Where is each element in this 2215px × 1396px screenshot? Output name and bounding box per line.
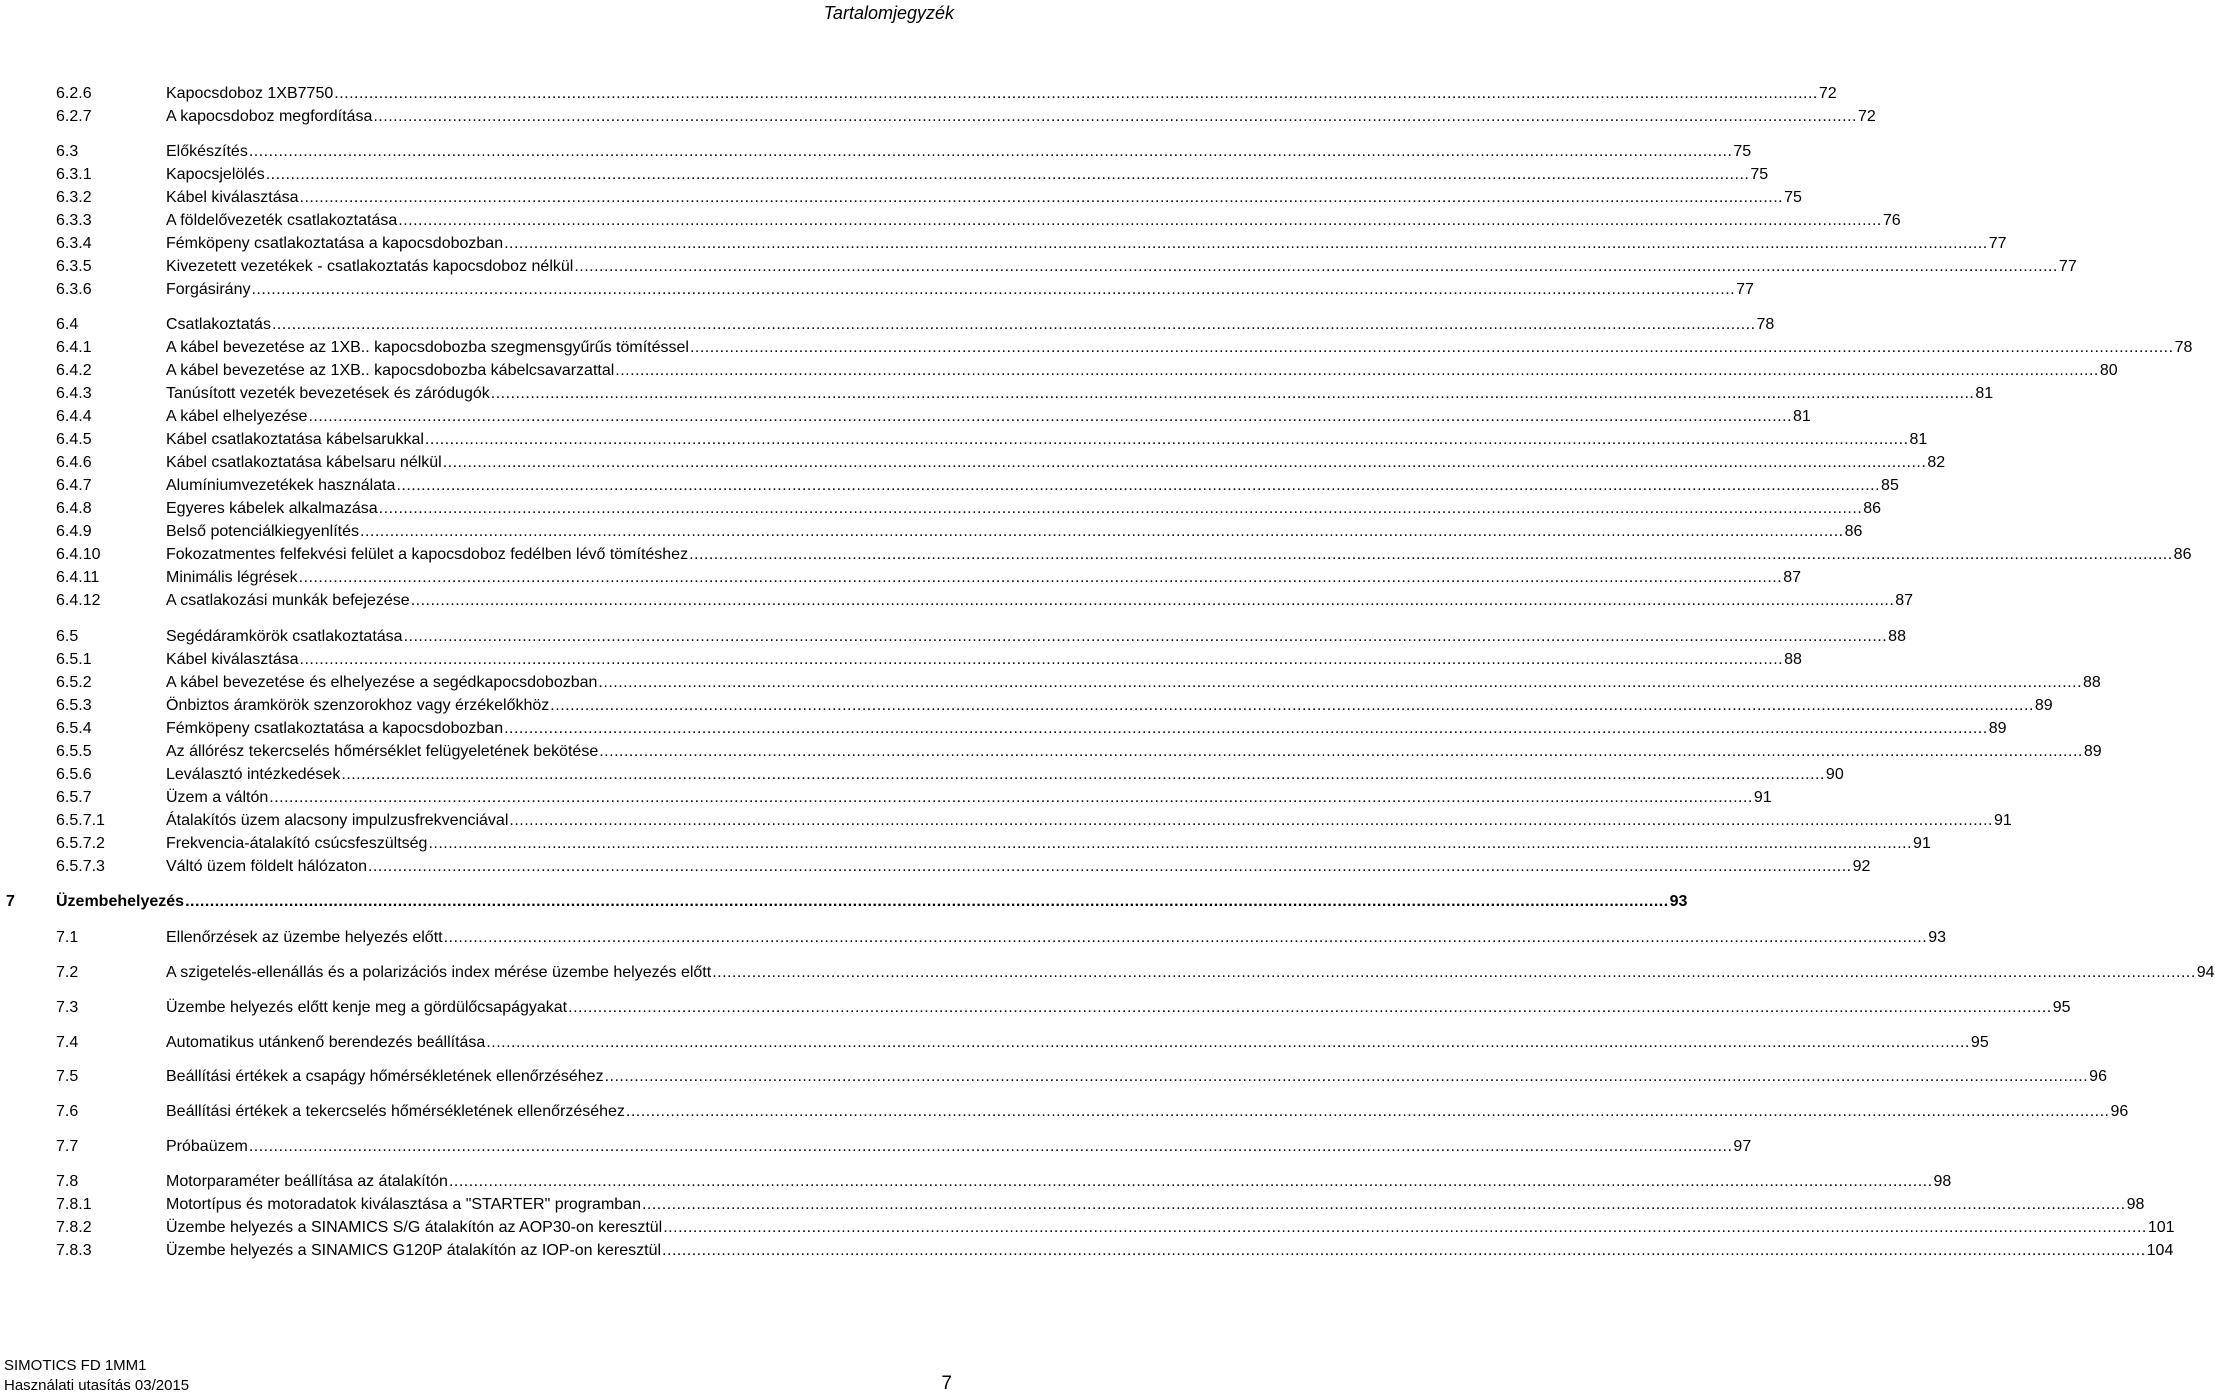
toc-entry-page: 87 xyxy=(1895,592,1914,609)
toc-entry-title: Tanúsított vezeték bevezetések és záródugók xyxy=(166,385,490,402)
toc-entry-number: 6.5.7.1 xyxy=(56,812,105,829)
toc-entry[interactable] xyxy=(0,336,2193,359)
toc-entry[interactable] xyxy=(0,186,1802,209)
toc-entry-title: Üzembe helyezés előtt kenje meg a gördülőcsapágyakat xyxy=(166,999,568,1016)
toc-entry-page: 80 xyxy=(2099,362,2118,379)
toc-dot-leader: ............................................................................................................................................................................................................................................................................................................ xyxy=(398,212,1882,229)
toc-entry-page: 78 xyxy=(1756,316,1775,333)
toc-dot-leader: ............................................................................................................................................................................................................................................................................................................ xyxy=(299,651,1784,668)
toc-entry-title: A kábel elhelyezése xyxy=(166,408,308,425)
toc-entry[interactable] xyxy=(0,855,1871,878)
toc-dot-leader: ............................................................................................................................................................................................................................................................................................................ xyxy=(410,592,1895,609)
toc-entry-title: A szigetelés-ellenállás és a polarizációs index mérése üzembe helyezés előtt xyxy=(166,964,712,981)
toc-entry-page: 91 xyxy=(1913,835,1931,852)
toc-entry-number: 6.3.2 xyxy=(56,189,92,206)
toc-dot-leader: ............................................................................................................................................................................................................................................................................................................ xyxy=(251,281,1736,298)
toc-entry-title: A csatlakozási munkák befejezése xyxy=(166,592,410,609)
toc-dot-leader: ............................................................................................................................................................................................................................................................................................................ xyxy=(185,893,1669,910)
toc-entry-page: 88 xyxy=(1784,651,1802,668)
toc-entry-number: 6.2.6 xyxy=(56,85,92,102)
toc-entry-page: 96 xyxy=(2089,1068,2107,1085)
toc-dot-leader: ............................................................................................................................................................................................................................................................................................................ xyxy=(486,1034,1970,1051)
toc-entry-title: Üzembehelyezés xyxy=(56,893,185,910)
toc-entry-title: Csatlakoztatás xyxy=(166,316,271,333)
toc-entry-number: 6.5.4 xyxy=(56,720,92,737)
toc-entry-number: 6.4.1 xyxy=(56,339,92,356)
toc-entry-title: Segédáramkörök csatlakoztatása xyxy=(166,628,403,645)
footer-product: SIMOTICS FD 1MM1 xyxy=(4,1357,147,1374)
toc-entry-page: 92 xyxy=(1852,858,1871,875)
toc-entry-title: Váltó üzem földelt hálózaton xyxy=(166,858,368,875)
toc-entry[interactable] xyxy=(0,1239,2174,1262)
toc-dot-leader: ............................................................................................................................................................................................................................................................................................................ xyxy=(248,1138,1733,1155)
toc-entry[interactable] xyxy=(0,359,2118,382)
toc-entry-number: 6.3.5 xyxy=(56,258,92,275)
toc-entry-page: 72 xyxy=(1857,108,1876,125)
toc-dot-leader: ............................................................................................................................................................................................................................................................................................................ xyxy=(448,1173,1933,1190)
toc-entry[interactable] xyxy=(0,763,1844,786)
toc-dot-leader: ............................................................................................................................................................................................................................................................................................................ xyxy=(598,674,2083,691)
toc-entry-title: Forgásirány xyxy=(166,281,251,298)
toc-entry-title: Belső potenciálkiegyenlítés xyxy=(166,523,360,540)
toc-dot-leader: ............................................................................................................................................................................................................................................................................................................ xyxy=(604,1068,2089,1085)
toc-entry-number: 6.4.9 xyxy=(56,523,92,540)
toc-entry-title: Motortípus és motoradatok kiválasztása a "STARTER" programban xyxy=(166,1196,641,1213)
toc-entry[interactable] xyxy=(0,232,2007,255)
toc-entry-page: 93 xyxy=(1928,929,1946,946)
toc-entry-page: 75 xyxy=(1784,189,1802,206)
toc-entry-page: 95 xyxy=(1970,1034,1989,1051)
toc-entry-number: 7.3 xyxy=(56,999,79,1016)
toc-entry-number: 6.4.8 xyxy=(56,500,92,517)
toc-entry-number: 6.5.5 xyxy=(56,743,92,760)
toc-entry-title: Átalakítós üzem alacsony impulzusfrekvenciával xyxy=(166,812,509,829)
toc-entry-title: Az állórész tekercselés hőmérséklet felügyeletének bekötése xyxy=(166,743,599,760)
toc-entry-title: A kábel bevezetése az 1XB.. kapocsdobozba szegmensgyűrűs tömítéssel xyxy=(166,339,689,356)
toc-entry-page: 98 xyxy=(1933,1173,1952,1190)
toc-entry-number: 7.8.3 xyxy=(56,1242,92,1259)
toc-dot-leader: ............................................................................................................................................................................................................................................................................................................ xyxy=(574,258,2058,275)
toc-dot-leader: ............................................................................................................................................................................................................................................................................................................ xyxy=(269,789,1753,806)
toc-entry-page: 75 xyxy=(1733,143,1752,160)
toc-entry-page: 77 xyxy=(1736,281,1754,298)
toc-entry-number: 6.5.7.3 xyxy=(56,858,105,875)
toc-entry-title: Üzembe helyezés a SINAMICS G120P átalakítón az IOP-on keresztül xyxy=(166,1242,662,1259)
toc-entry-page: 78 xyxy=(2174,339,2193,356)
toc-dot-leader: ............................................................................................................................................................................................................................................................................................................ xyxy=(663,1219,2147,1236)
toc-entry-title: Beállítási értékek a tekercselés hőmérsékletének ellenőrzéséhez xyxy=(166,1103,625,1120)
toc-entry[interactable] xyxy=(0,209,1901,232)
toc-entry-page: 89 xyxy=(1988,720,2007,737)
toc-entry[interactable] xyxy=(0,428,1928,451)
toc-entry[interactable] xyxy=(0,255,2077,278)
toc-entry-title: Próbaüzem xyxy=(166,1138,248,1155)
toc-entry-number: 7.5 xyxy=(56,1068,79,1085)
toc-entry-title: Fémköpeny csatlakoztatása a kapocsdobozban xyxy=(166,235,504,252)
toc-dot-leader: ............................................................................................................................................................................................................................................................................................................ xyxy=(378,500,1863,517)
toc-entry-title: Leválasztó intézkedések xyxy=(166,766,341,783)
toc-entry-page: 94 xyxy=(2196,964,2215,981)
toc-entry-number: 6.4.7 xyxy=(56,477,92,494)
toc-entry-number: 6.5 xyxy=(56,628,79,645)
toc-entry-page: 77 xyxy=(2058,258,2077,275)
toc-entry-title: Kapocsdoboz 1XB7750 xyxy=(166,85,334,102)
toc-entry-number: 6.3.3 xyxy=(56,212,92,229)
toc-entry[interactable] xyxy=(0,163,1769,186)
toc-entry-title: Fémköpeny csatlakoztatása a kapocsdobozban xyxy=(166,720,504,737)
toc-entry-page: 75 xyxy=(1750,166,1769,183)
toc-entry-title: Egyeres kábelek alkalmazása xyxy=(166,500,378,517)
toc-entry[interactable] xyxy=(0,497,1882,520)
toc-entry[interactable] xyxy=(0,520,1863,543)
toc-dot-leader: ............................................................................................................................................................................................................................................................................................................ xyxy=(490,385,1975,402)
toc-entry-number: 7 xyxy=(6,893,15,910)
toc-entry[interactable] xyxy=(0,926,1946,949)
toc-entry-title: Ellenőrzések az üzembe helyezés előtt xyxy=(166,929,443,946)
toc-entry-number: 7.6 xyxy=(56,1103,79,1120)
toc-dot-leader: ............................................................................................................................................................................................................................................................................................................ xyxy=(568,999,2052,1016)
toc-entry-title: Alumíniumvezetékek használata xyxy=(166,477,396,494)
toc-dot-leader: ............................................................................................................................................................................................................................................................................................................ xyxy=(360,523,1844,540)
toc-dot-leader: ............................................................................................................................................................................................................................................................................................................ xyxy=(373,108,1857,125)
toc-entry[interactable] xyxy=(0,694,2053,717)
toc-entry-title: Beállítási értékek a csapágy hőmérsékletének ellenőrzéséhez xyxy=(166,1068,604,1085)
toc-entry[interactable] xyxy=(0,648,1802,671)
toc-entry-title: A földelővezeték csatlakoztatása xyxy=(166,212,398,229)
toc-dot-leader: ............................................................................................................................................................................................................................................................................................................ xyxy=(271,316,1756,333)
toc-entry[interactable] xyxy=(0,589,1914,612)
toc-entry[interactable] xyxy=(0,278,1754,301)
toc-entry-number: 6.4.3 xyxy=(56,385,92,402)
toc-entry[interactable] xyxy=(0,1193,2145,1216)
toc-dot-leader: ............................................................................................................................................................................................................................................................................................................ xyxy=(428,835,1913,852)
toc-dot-leader: ............................................................................................................................................................................................................................................................................................................ xyxy=(641,1196,2126,1213)
toc-entry-title: Frekvencia-átalakító csúcsfeszültség xyxy=(166,835,428,852)
toc-entry-page: 76 xyxy=(1882,212,1901,229)
toc-chapter-entry[interactable] xyxy=(0,890,1688,913)
toc-dot-leader: ............................................................................................................................................................................................................................................................................................................ xyxy=(615,362,2099,379)
toc-entry[interactable] xyxy=(0,313,1775,336)
toc-entry[interactable] xyxy=(0,1170,1952,1193)
toc-entry[interactable] xyxy=(0,566,1801,589)
toc-dot-leader: ............................................................................................................................................................................................................................................................................................................ xyxy=(341,766,1825,783)
toc-entry-page: 87 xyxy=(1783,569,1801,586)
toc-entry-number: 6.3.4 xyxy=(56,235,92,252)
toc-entry-title: A kapocsdoboz megfordítása xyxy=(166,108,373,125)
toc-entry-page: 91 xyxy=(1753,789,1772,806)
toc-dot-leader: ............................................................................................................................................................................................................................................................................................................ xyxy=(504,235,1988,252)
toc-entry-number: 7.7 xyxy=(56,1138,79,1155)
toc-entry-number: 7.8.2 xyxy=(56,1219,92,1236)
toc-entry-title: Üzem a váltón xyxy=(166,789,269,806)
toc-entry[interactable] xyxy=(0,1135,1752,1158)
toc-entry-title: Üzembe helyezés a SINAMICS S/G átalakítón az AOP30-on keresztül xyxy=(166,1219,663,1236)
toc-dot-leader: ............................................................................................................................................................................................................................................................................................................ xyxy=(443,929,1928,946)
toc-entry-title: Kábel kiválasztása xyxy=(166,651,299,668)
toc-entry-number: 6.4.4 xyxy=(56,408,92,425)
toc-entry-title: Kábel kiválasztása xyxy=(166,189,299,206)
toc-entry-title: Minimális légrések xyxy=(166,569,298,586)
toc-dot-leader: ............................................................................................................................................................................................................................................................................................................ xyxy=(599,743,2083,760)
toc-entry-page: 104 xyxy=(2146,1242,2174,1259)
toc-entry[interactable] xyxy=(0,671,2101,694)
toc-entry-page: 88 xyxy=(1888,628,1906,645)
toc-entry-title: Előkészítés xyxy=(166,143,248,160)
toc-entry[interactable] xyxy=(0,786,1772,809)
toc-entry-page: 82 xyxy=(1927,454,1946,471)
toc-entry-number: 7.2 xyxy=(56,964,79,981)
toc-entry[interactable] xyxy=(0,625,1906,648)
toc-dot-leader: ............................................................................................................................................................................................................................................................................................................ xyxy=(299,189,1784,206)
toc-entry-page: 88 xyxy=(2083,674,2101,691)
toc-entry-number: 6.5.6 xyxy=(56,766,92,783)
toc-entry-page: 86 xyxy=(1863,500,1882,517)
toc-entry-number: 6.5.3 xyxy=(56,697,92,714)
toc-entry[interactable] xyxy=(0,996,2071,1019)
toc-entry-title: Kábel csatlakoztatása kábelsarukkal xyxy=(166,431,424,448)
toc-entry-title: A kábel bevezetése az 1XB.. kapocsdobozba kábelcsavarzattal xyxy=(166,362,615,379)
toc-entry[interactable] xyxy=(0,740,2102,763)
toc-entry[interactable] xyxy=(0,105,1876,128)
toc-entry[interactable] xyxy=(0,1100,2129,1123)
toc-entry[interactable] xyxy=(0,717,2007,740)
toc-dot-leader: ............................................................................................................................................................................................................................................................................................................ xyxy=(368,858,1852,875)
toc-entry-title: Automatikus utánkenő berendezés beállítása xyxy=(166,1034,486,1051)
footer xyxy=(4,1356,189,1396)
toc-entry-title: Fokozatmentes felfekvési felület a kapocsdoboz fedélben lévő tömítéshez xyxy=(166,546,689,563)
toc-entry-number: 6.4.12 xyxy=(56,592,101,609)
toc-entry-page: 98 xyxy=(2126,1196,2145,1213)
toc-entry[interactable] xyxy=(0,809,2012,832)
toc-entry-title: Motorparaméter beállítása az átalakítón xyxy=(166,1173,448,1190)
toc-entry-number: 6.2.7 xyxy=(56,108,92,125)
toc-dot-leader: ............................................................................................................................................................................................................................................................................................................ xyxy=(712,964,2196,981)
toc-entry-number: 6.4.2 xyxy=(56,362,92,379)
toc-dot-leader: ............................................................................................................................................................................................................................................................................................................ xyxy=(396,477,1881,494)
toc-dot-leader: ............................................................................................................................................................................................................................................................................................................ xyxy=(424,431,1909,448)
toc-entry-page: 101 xyxy=(2147,1219,2175,1236)
toc-entry-page: 93 xyxy=(1669,893,1688,910)
toc-entry-number: 6.5.7.2 xyxy=(56,835,105,852)
toc-dot-leader: ............................................................................................................................................................................................................................................................................................................ xyxy=(662,1242,2146,1259)
toc-entry-page: 72 xyxy=(1818,85,1837,102)
toc-entry-number: 7.1 xyxy=(56,929,79,946)
toc-dot-leader: ............................................................................................................................................................................................................................................................................................................ xyxy=(689,546,2173,563)
toc-entry-title: A kábel bevezetése és elhelyezése a segédkapocsdobozban xyxy=(166,674,598,691)
toc-entry-page: 89 xyxy=(2083,743,2102,760)
toc-dot-leader: ............................................................................................................................................................................................................................................................................................................ xyxy=(248,143,1733,160)
toc-entry[interactable] xyxy=(0,140,1752,163)
toc-entry-number: 6.5.2 xyxy=(56,674,92,691)
toc-entry-number: 6.4 xyxy=(56,316,79,333)
toc-entry-number: 7.4 xyxy=(56,1034,79,1051)
toc-entry-number: 6.4.5 xyxy=(56,431,92,448)
toc-entry[interactable] xyxy=(0,1031,1989,1054)
toc-dot-leader: ............................................................................................................................................................................................................................................................................................................ xyxy=(403,628,1888,645)
toc-entry[interactable] xyxy=(0,451,1946,474)
footer-doc: Használati utasítás 03/2015 xyxy=(4,1377,190,1394)
toc-entry-number: 7.8.1 xyxy=(56,1196,92,1213)
toc-entry-number: 6.3.1 xyxy=(56,166,92,183)
toc-entry-page: 86 xyxy=(2173,546,2192,563)
toc-dot-leader: ............................................................................................................................................................................................................................................................................................................ xyxy=(504,720,1988,737)
toc-entry-page: 81 xyxy=(1975,385,1994,402)
toc-entry[interactable] xyxy=(0,382,1994,405)
toc-entry-number: 6.4.10 xyxy=(56,546,101,563)
toc-entry-page: 91 xyxy=(1993,812,2012,829)
toc-entry[interactable] xyxy=(0,1216,2175,1239)
toc-entry-page: 86 xyxy=(1844,523,1863,540)
toc-entry-title: Kapocsjelölés xyxy=(166,166,265,183)
toc-dot-leader: ............................................................................................................................................................................................................................................................................................................ xyxy=(334,85,1818,102)
toc-dot-leader: ............................................................................................................................................................................................................................................................................................................ xyxy=(509,812,1993,829)
toc-entry-title: Kivezetett vezetékek - csatlakoztatás kapocsdoboz nélkül xyxy=(166,258,574,275)
toc-dot-leader: ............................................................................................................................................................................................................................................................................................................ xyxy=(550,697,2034,714)
toc-entry[interactable] xyxy=(0,474,1899,497)
toc-entry-page: 85 xyxy=(1881,477,1899,494)
toc-entry-page: 81 xyxy=(1793,408,1811,425)
toc-dot-leader: ............................................................................................................................................................................................................................................................................................................ xyxy=(298,569,1783,586)
toc-dot-leader: ............................................................................................................................................................................................................................................................................................................ xyxy=(308,408,1793,425)
toc-entry-number: 6.4.11 xyxy=(56,569,100,586)
running-header: Tartalomjegyzék xyxy=(823,3,954,23)
toc-entry[interactable] xyxy=(0,832,1931,855)
toc-dot-leader: ............................................................................................................................................................................................................................................................................................................ xyxy=(625,1103,2110,1120)
toc-dot-leader: ............................................................................................................................................................................................................................................................................................................ xyxy=(689,339,2174,356)
toc-entry-page: 89 xyxy=(2034,697,2053,714)
toc-entry[interactable] xyxy=(0,543,2192,566)
toc-entry-title: Önbiztos áramkörök szenzorokhoz vagy érzékelőkhöz xyxy=(166,697,550,714)
toc-entry[interactable] xyxy=(0,82,1837,105)
toc-dot-leader: ............................................................................................................................................................................................................................................................................................................ xyxy=(265,166,1750,183)
toc-entry-page: 96 xyxy=(2110,1103,2129,1120)
toc-entry-number: 6.5.1 xyxy=(56,651,92,668)
toc-entry-page: 95 xyxy=(2052,999,2071,1016)
toc-entry[interactable] xyxy=(0,405,1811,428)
toc-entry-number: 7.8 xyxy=(56,1173,79,1190)
toc-entry-number: 6.4.6 xyxy=(56,454,92,471)
toc-entry[interactable] xyxy=(0,1065,2107,1088)
toc-entry-number: 6.3 xyxy=(56,143,79,160)
toc-entry[interactable] xyxy=(0,961,2215,984)
toc-entry-number: 6.5.7 xyxy=(56,789,92,806)
toc-entry-number: 6.3.6 xyxy=(56,281,92,298)
toc-entry-page: 77 xyxy=(1988,235,2007,252)
toc-entry-page: 81 xyxy=(1909,431,1928,448)
toc-dot-leader: ............................................................................................................................................................................................................................................................................................................ xyxy=(442,454,1927,471)
toc-entry-title: Kábel csatlakoztatása kábelsaru nélkül xyxy=(166,454,442,471)
toc-entry-page: 90 xyxy=(1825,766,1844,783)
page-number: 7 xyxy=(941,1373,952,1394)
toc-entry-page: 97 xyxy=(1733,1138,1752,1155)
